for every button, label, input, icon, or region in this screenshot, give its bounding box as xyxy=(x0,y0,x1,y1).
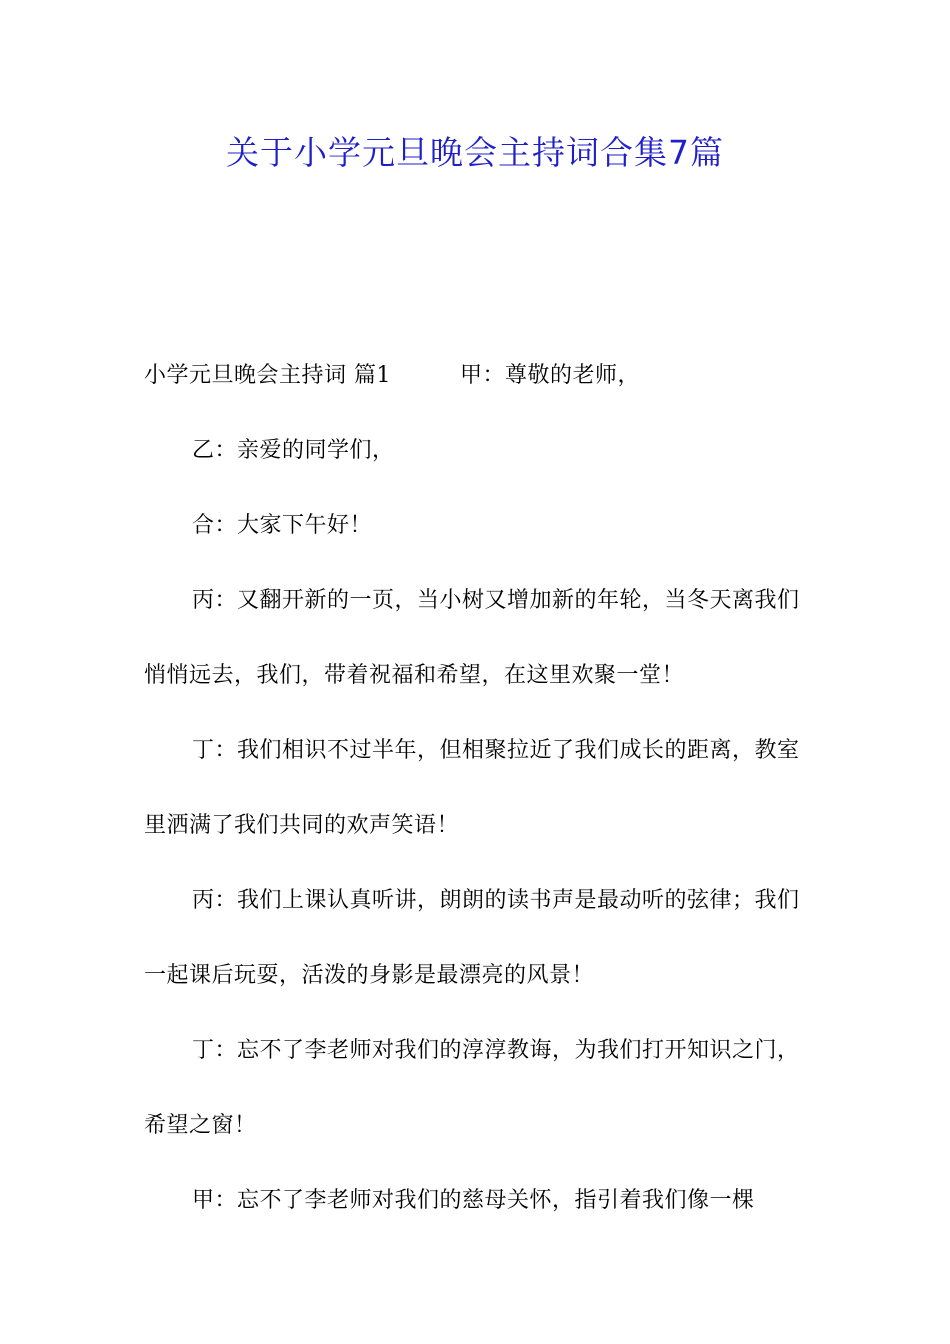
paragraph: 乙：亲爱的同学们， xyxy=(192,438,395,463)
paragraph: 丁：我们相识不过半年，但相聚拉近了我们成长的距离，教室里洒满了我们共同的欢声笑语！ xyxy=(144,738,800,838)
paragraph: 合：大家下午好！ xyxy=(192,513,373,538)
paragraph: 丁：忘不了李老师对我们的淳淳教诲，为我们打开知识之门，希望之窗！ xyxy=(144,1038,800,1138)
paragraph: 丙：我们上课认真听讲，朗朗的读书声是最动听的弦律；我们一起课后玩耍，活泼的身影是最漂亮的风景！ xyxy=(144,888,800,988)
opening-line: 甲：尊敬的老师， xyxy=(460,363,641,388)
document-title: 关于小学元旦晚会主持词合集7篇 xyxy=(226,133,724,172)
document-body xyxy=(144,338,814,1238)
paragraph: 丙：又翻开新的一页，当小树又增加新的年轮，当冬天离我们悄悄远去，我们，带着祝福和希望，在这里欢聚一堂！ xyxy=(144,588,800,688)
section-first-line xyxy=(144,338,814,413)
section-heading: 小学元旦晚会主持词 篇1 xyxy=(144,363,391,388)
paragraph: 甲：忘不了李老师对我们的慈母关怀，指引着我们像一棵 xyxy=(192,1188,755,1213)
